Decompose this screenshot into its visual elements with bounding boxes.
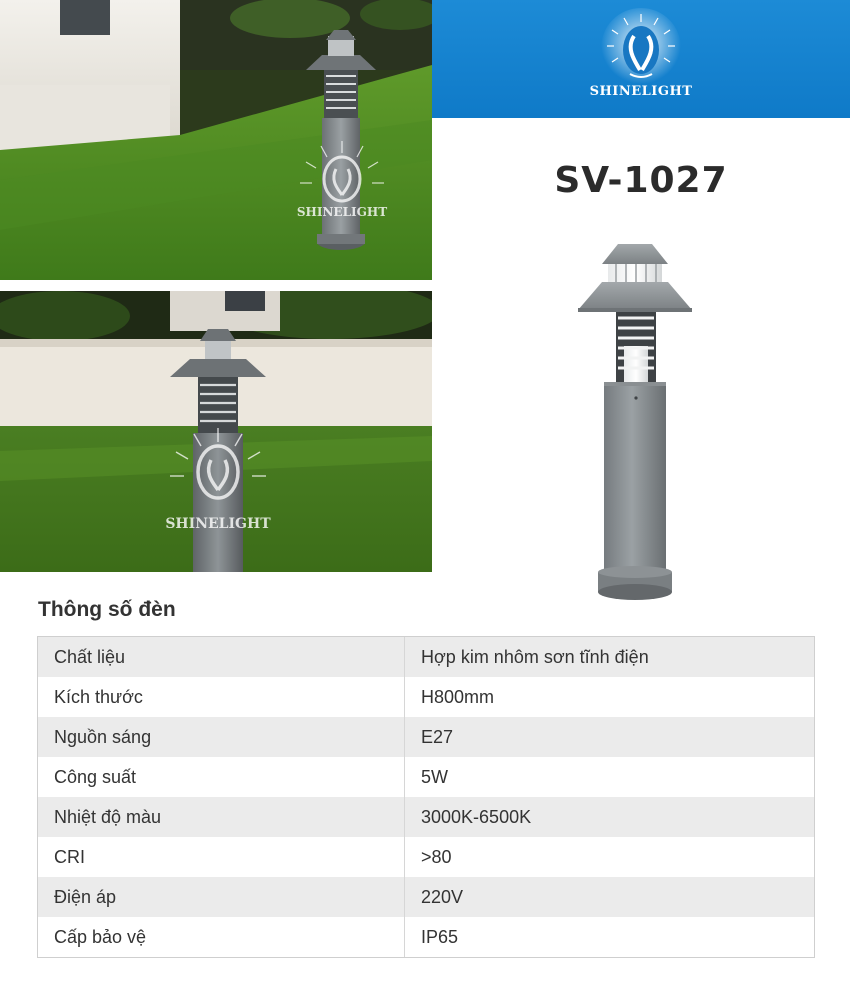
spec-label: CRI <box>38 837 405 877</box>
spec-label: Kích thước <box>38 677 405 717</box>
spec-label: Điện áp <box>38 877 405 917</box>
brand-name: SHINELIGHT <box>589 84 693 99</box>
lifestyle-photo-garden-bottom <box>0 291 432 572</box>
spec-heading: Thông số đèn <box>38 598 176 621</box>
spec-value: E27 <box>421 727 454 747</box>
table-row <box>38 877 814 917</box>
spec-table <box>37 636 815 958</box>
table-row <box>38 917 814 957</box>
table-row <box>38 797 814 837</box>
spec-value: 5W <box>421 767 448 787</box>
spec-value: H800mm <box>421 687 495 707</box>
product-bollard-image <box>560 236 710 612</box>
brand-banner <box>432 0 850 118</box>
lifestyle-photo-garden-top <box>0 0 432 280</box>
spec-value: >80 <box>421 847 452 867</box>
spec-label: Nhiệt độ màu <box>38 797 405 837</box>
table-row <box>38 837 814 877</box>
spec-value: Hợp kim nhôm sơn tĩnh điện <box>421 647 649 667</box>
spec-value: 3000K-6500K <box>421 807 532 827</box>
spec-label: Chất liệu <box>38 637 405 677</box>
spec-value: 220V <box>421 887 464 907</box>
table-row <box>38 717 814 757</box>
product-model-title: SV-1027 <box>554 160 728 201</box>
watermark-text: SHINELIGHT <box>165 516 271 532</box>
spec-label: Nguồn sáng <box>38 717 405 757</box>
spec-value: IP65 <box>421 927 459 947</box>
table-row <box>38 757 814 797</box>
table-row <box>38 677 814 717</box>
table-row <box>38 637 814 677</box>
spec-label: Cấp bảo vệ <box>38 917 405 957</box>
watermark-text: SHINELIGHT <box>296 205 388 219</box>
spec-label: Công suất <box>38 757 405 797</box>
